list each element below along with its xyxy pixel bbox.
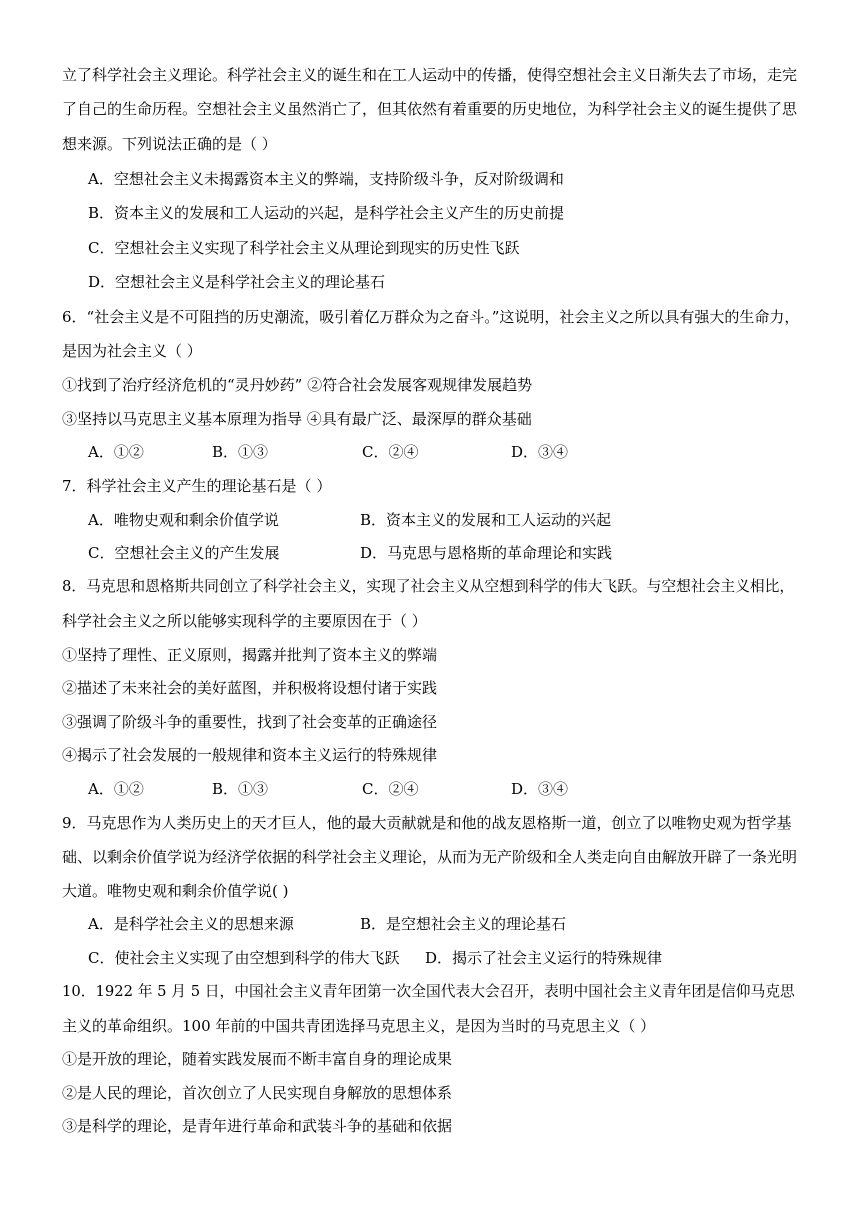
q6-option-d: D．③④: [511, 443, 569, 461]
q8-statement-4: ④揭示了社会发展的一般规律和资本主义运行的特殊规律: [62, 746, 438, 764]
q5-stem-line-3: 想来源。下列说法正确的是（ ）: [62, 135, 277, 153]
q7-stem: 7．科学社会主义产生的理论基石是（ ）: [62, 477, 332, 495]
q8-option-d: D．③④: [511, 780, 569, 798]
q8-options-row: [88, 778, 802, 800]
q10-statement-2: ②是人民的理论，首次创立了人民实现自身解放的思想体系: [62, 1084, 453, 1102]
q8-stem-line-1: 8．马克思和恩格斯共同创立了科学社会主义，实现了社会主义从空想到科学的伟大飞跃。与空想社会主义相比，: [62, 578, 795, 595]
q7-option-a: A．唯物史观和剩余价值学说: [88, 511, 279, 529]
q6-option-c: C．②④: [362, 443, 419, 461]
q10-statement-1: ①是开放的理论，随着实践发展而不断丰富自身的理论成果: [62, 1050, 453, 1068]
q9-option-d: D．揭示了社会主义运行的特殊规律: [425, 949, 663, 967]
q9-option-b: B．是空想社会主义的理论基石: [360, 915, 567, 933]
q8-option-a: A．①②: [88, 780, 144, 798]
q7-option-d: D．马克思与恩格斯的革命理论和实践: [360, 544, 613, 562]
q8-option-c: C．②④: [362, 780, 419, 798]
q8-statement-2: ②描述了未来社会的美好蓝图，并积极将设想付诸于实践: [62, 679, 438, 697]
q7-options-row-1: [88, 509, 802, 531]
q5-option-d: D．空想社会主义是科学社会主义的理论基石: [88, 273, 386, 291]
q9-stem-line-1: 9．马克思作为人类历史上的天才巨人，他的最大贡献就是和他的战友恩格斯一道，创立了以唯物史观为哲学基: [62, 814, 792, 832]
q9-stem-line-2: 础、以剩余价值学说为经济学依据的科学社会主义理论，从而为无产阶级和全人类走向自由解放开辟了一条光明: [62, 848, 798, 866]
q9-option-c: C．使社会主义实现了由空想到科学的伟大飞跃: [88, 949, 400, 967]
q5-stem-line-2: 了自己的生命历程。空想社会主义虽然消亡了，但其依然有着重要的历史地位，为科学社会主义的诞生提供了思: [62, 100, 798, 118]
q7-option-c: C．空想社会主义的产生发展: [88, 544, 280, 562]
q7-option-b: B．资本主义的发展和工人运动的兴起: [360, 511, 612, 529]
q5-option-a: A．空想社会主义未揭露资本主义的弊端，支持阶级斗争，反对阶级调和: [88, 170, 564, 188]
q8-statement-1: ①坚持了理性、正义原则，揭露并批判了资本主义的弊端: [62, 646, 438, 664]
q6-options-row: [88, 441, 802, 463]
q5-option-b: B．资本主义的发展和工人运动的兴起，是科学社会主义产生的历史前提: [88, 204, 565, 222]
q6-option-b: B．①③: [212, 443, 269, 461]
q5-option-c: C．空想社会主义实现了科学社会主义从理论到现实的历史性飞跃: [88, 239, 520, 257]
q9-options-row-1: [88, 913, 802, 935]
q8-stem-line-2: 科学社会主义之所以能够实现科学的主要原因在于（ ）: [62, 612, 427, 630]
q10-stem-line-1: 10．1922 年 5 月 5 日，中国社会主义青年团第一次全国代表大会召开，表明中国社会主义青年团是信仰马克思: [62, 983, 795, 1000]
q8-option-b: B．①③: [212, 780, 269, 798]
q6-stem-line-2: 是因为社会主义（ ）: [62, 342, 202, 360]
q6-statements-line-2: ③坚持以马克思主义基本原理为指导 ④具有最广泛、最深厚的群众基础: [62, 410, 532, 428]
q9-stem-line-3: 大道。唯物史观和剩余价值学说( ): [62, 882, 289, 900]
q6-stem-line-1: 6．“社会主义是不可阻挡的历史潮流，吸引着亿万群众为之奋斗。”这说明，社会主义之所以具有强大的生命力，: [62, 308, 800, 326]
q6-option-a: A．①②: [88, 443, 144, 461]
q8-statement-3: ③强调了阶级斗争的重要性，找到了社会变革的正确途径: [62, 713, 438, 731]
q10-stem-line-2: 主义的革命组织。100 年前的中国共青团选择马克思主义，是因为当时的马克思主义（ ）: [62, 1017, 656, 1035]
q9-option-a: A．是科学社会主义的思想来源: [88, 915, 294, 933]
q7-options-row-2: [88, 542, 802, 564]
q6-statements-line-1: ①找到了治疗经济危机的“灵丹妙药” ②符合社会发展客观规律发展趋势: [62, 376, 533, 394]
q5-stem-line-1: 立了科学社会主义理论。科学社会主义的诞生和在工人运动中的传播，使得空想社会主义日渐失去了市场，走完: [62, 66, 798, 84]
q10-statement-3: ③是科学的理论，是青年进行革命和武装斗争的基础和依据: [62, 1117, 453, 1135]
q9-options-row-2: [88, 947, 802, 969]
